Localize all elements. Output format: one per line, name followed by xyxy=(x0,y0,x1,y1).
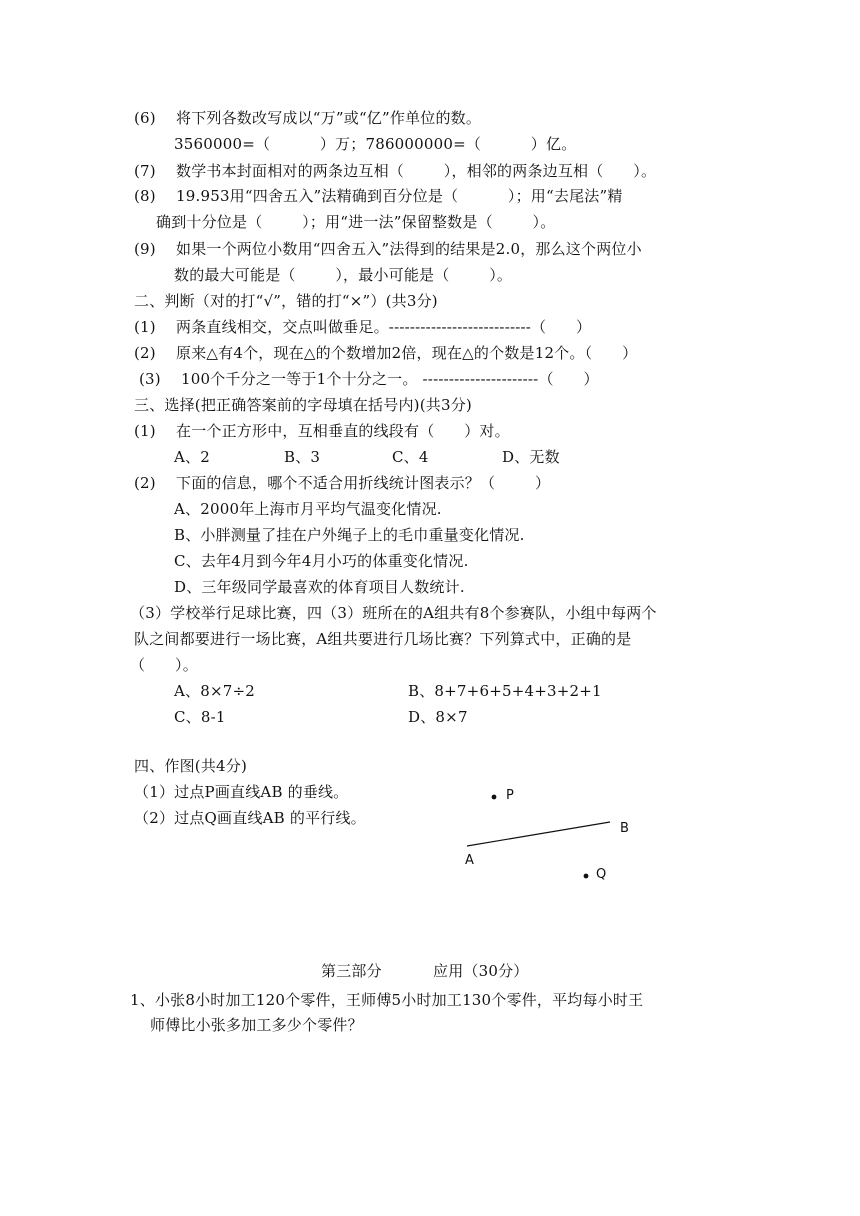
choice-q2-option-c: C、去年4月到今年4月小巧的体重变化情况. xyxy=(174,552,469,570)
point-p-dot xyxy=(492,795,497,800)
q8-text: 19.953用“四舍五入”法精确到百分位是（ ）；用“去尾法”精 xyxy=(176,187,623,205)
choice-q1-option-d: D、无数 xyxy=(502,448,560,466)
choice-q1-option-c: C、4 xyxy=(392,448,429,466)
choice-q3-line2: 队之间都要进行一场比赛，A组共要进行几场比赛？下列算式中，正确的是 xyxy=(134,630,632,648)
judge-2-number: (2) xyxy=(134,344,156,362)
label-p: P xyxy=(506,788,515,803)
part3-q1-line2: 师傅比小张多加工多少个零件？ xyxy=(150,1016,363,1034)
choice-q3-line3: （ ）。 xyxy=(130,656,198,674)
choice-q1-text: 在一个正方形中，互相垂直的线段有（ ）对。 xyxy=(176,422,510,440)
choice-q2-number: (2) xyxy=(134,474,156,492)
q7-number: (7) xyxy=(134,162,156,180)
draw-section-title: 四、作图(共4分) xyxy=(134,757,248,775)
choice-q3-option-d: D、8×7 xyxy=(408,708,468,726)
choice-q1-option-a: A、2 xyxy=(174,448,210,466)
q6-line2: 3560000=（ ）万；786000000=（ ）亿。 xyxy=(174,135,577,153)
draw-item-2: （2）过点Q画直线AB 的平行线。 xyxy=(134,809,366,827)
q9-text: 如果一个两位小数用“四舍五入”法得到的结果是2.0，那么这个两位小 xyxy=(176,240,642,258)
choice-section-title: 三、选择(把正确答案前的字母填在括号内)(共3分) xyxy=(134,396,472,414)
point-q-dot xyxy=(584,874,589,879)
part3-heading-left: 第三部分 xyxy=(321,962,382,980)
choice-q2-option-a: A、2000年上海市月平均气温变化情况. xyxy=(174,500,442,518)
choice-q3-line1: （3）学校举行足球比赛，四（3）班所在的A组共有8个参赛队，小组中每两个 xyxy=(130,604,657,622)
choice-q3-option-a: A、8×7÷2 xyxy=(174,682,255,700)
q9-number: (9) xyxy=(134,240,156,258)
choice-q3-option-c: C、8-1 xyxy=(174,708,226,726)
q8-line2: 确到十分位是（ ）；用“进一法”保留整数是（ ）。 xyxy=(156,213,556,231)
q8-number: (8) xyxy=(134,187,156,205)
q6-number: (6) xyxy=(134,109,156,127)
choice-q1-option-b: B、3 xyxy=(284,448,321,466)
judge-3-text: 100个千分之一等于1个十分之一。 ----------------------（ ） xyxy=(181,370,599,388)
choice-q3-option-b: B、8+7+6+5+4+3+2+1 xyxy=(408,682,602,700)
judge-1-text: 两条直线相交，交点叫做垂足。---------------------------（ ） xyxy=(176,318,592,336)
choice-q2-option-b: B、小胖测量了挂在户外绳子上的毛巾重量变化情况. xyxy=(174,526,525,544)
label-b: B xyxy=(620,821,630,836)
choice-q2-option-d: D、三年级同学最喜欢的体育项目人数统计. xyxy=(174,578,465,596)
q7-text: 数学书本封面相对的两条边互相（ ），相邻的两条边互相（ ）。 xyxy=(176,162,657,180)
line-ab xyxy=(467,822,610,846)
judge-1-number: (1) xyxy=(134,318,156,336)
judge-3-number: (3) xyxy=(139,370,161,388)
choice-q1-number: (1) xyxy=(134,422,156,440)
label-a: A xyxy=(465,853,475,868)
draw-item-1: （1）过点P画直线AB 的垂线。 xyxy=(134,783,349,801)
q9-line2: 数的最大可能是（ ），最小可能是（ ）。 xyxy=(174,266,513,284)
label-q: Q xyxy=(596,867,607,882)
q6-text: 将下列各数改写成以“万”或“亿”作单位的数。 xyxy=(176,109,482,127)
choice-q2-text: 下面的信息，哪个不适合用折线统计图表示？（ ） xyxy=(176,474,551,492)
part3-q1-line1: 1、小张8小时加工120个零件，王师傅5小时加工130个零件，平均每小时王 xyxy=(130,991,644,1009)
judge-2-text: 原来△有4个，现在△的个数增加2倍，现在△的个数是12个。（ ） xyxy=(176,344,638,362)
judge-section-title: 二、判断（对的打“√”，错的打“×”）(共3分) xyxy=(134,292,438,310)
part3-heading-right: 应用（30分） xyxy=(433,962,529,980)
